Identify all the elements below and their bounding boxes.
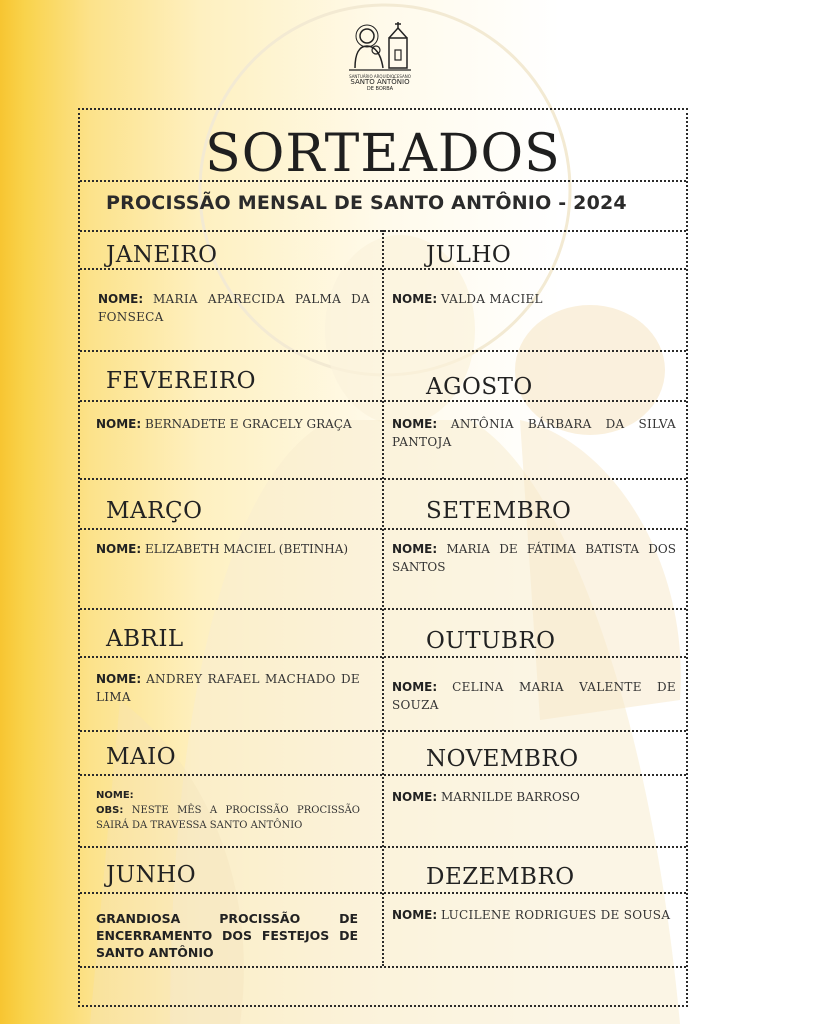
sanctuary-logo bbox=[340, 20, 420, 102]
winner-name: MARIA DE FÁTIMA BATISTA DOS SANTOS bbox=[392, 542, 676, 574]
month-september: SETEMBRO bbox=[426, 498, 572, 524]
name-label: NOME: bbox=[392, 292, 438, 306]
winner-name: CELINA MARIA VALENTE DE SOUZA bbox=[392, 680, 676, 712]
name-label: NOME: bbox=[392, 790, 438, 804]
logo-name: SANTO ANTÔNIO bbox=[350, 78, 410, 86]
name-label: NOME: bbox=[392, 680, 438, 694]
month-february: FEVEREIRO bbox=[106, 368, 257, 394]
month-december: DEZEMBRO bbox=[426, 864, 575, 890]
name-label: NOME: bbox=[96, 790, 134, 801]
winner-name: VALDA MACIEL bbox=[441, 292, 543, 306]
name-label: NOME: bbox=[96, 542, 142, 556]
entry-january bbox=[98, 290, 370, 326]
divider bbox=[80, 180, 686, 182]
name-label: NOME: bbox=[96, 417, 142, 431]
entry-september bbox=[392, 540, 676, 576]
month-october: OUTUBRO bbox=[426, 628, 556, 654]
winner-name: ANTÔNIA BÁRBARA DA SILVA PANTOJA bbox=[392, 417, 676, 449]
name-label: NOME: bbox=[392, 908, 438, 922]
logo-caption: SANTUÁRIO ARQUIDIOCESANO bbox=[349, 74, 411, 79]
obs-label: OBS: bbox=[96, 805, 124, 816]
entry-february bbox=[96, 415, 374, 433]
entry-june: GRANDIOSA PROCISSÃO DE ENCERRAMENTO DOS FESTEJOS DE SANTO ANTÔNIO bbox=[96, 911, 358, 960]
page-subtitle: PROCISSÃO MENSAL DE SANTO ANTÔNIO - 2024 bbox=[106, 192, 627, 214]
winner-name: MARIA APARECIDA PALMA DA FONSECA bbox=[98, 292, 370, 324]
entry-march bbox=[96, 540, 374, 558]
name-label: NOME: bbox=[96, 672, 142, 686]
name-label: NOME: bbox=[392, 417, 438, 431]
name-label: NOME: bbox=[98, 292, 144, 306]
month-november: NOVEMBRO bbox=[426, 746, 579, 772]
name-label: NOME: bbox=[392, 542, 438, 556]
month-april: ABRIL bbox=[106, 626, 184, 652]
month-july: JULHO bbox=[426, 242, 512, 268]
church-saint-icon bbox=[345, 20, 415, 72]
month-may: MAIO bbox=[106, 744, 177, 770]
winner-name: ANDREY RAFAEL MACHADO DE LIMA bbox=[96, 672, 360, 704]
divider bbox=[80, 966, 686, 968]
month-march: MARÇO bbox=[106, 498, 203, 524]
entry-october bbox=[392, 678, 676, 714]
draw-results-sheet bbox=[78, 108, 688, 1007]
entry-december bbox=[392, 906, 676, 924]
winner-name: ELIZABETH MACIEL (BETINHA) bbox=[145, 542, 349, 556]
entry-august bbox=[392, 415, 676, 451]
entry-may bbox=[96, 788, 360, 833]
logo-location: DE BORBA bbox=[366, 86, 394, 92]
winner-name: BERNADETE E GRACELY GRAÇA bbox=[145, 417, 352, 431]
winner-name: LUCILENE RODRIGUES DE SOUSA bbox=[441, 908, 671, 922]
month-january: JANEIRO bbox=[106, 242, 218, 268]
month-june: JUNHO bbox=[106, 862, 197, 888]
column-divider bbox=[382, 230, 384, 966]
page-title: SORTEADOS bbox=[205, 124, 561, 184]
month-august: AGOSTO bbox=[426, 374, 533, 400]
observation-note: NESTE MÊS A PROCISSÃO PROCISSÃO SAIRÁ DA TRAVESSA SANTO ANTÔNIO bbox=[96, 805, 360, 831]
entry-july bbox=[392, 290, 676, 308]
entry-april bbox=[96, 670, 360, 706]
winner-name: MARNILDE BARROSO bbox=[441, 790, 580, 804]
entry-november bbox=[392, 788, 676, 806]
